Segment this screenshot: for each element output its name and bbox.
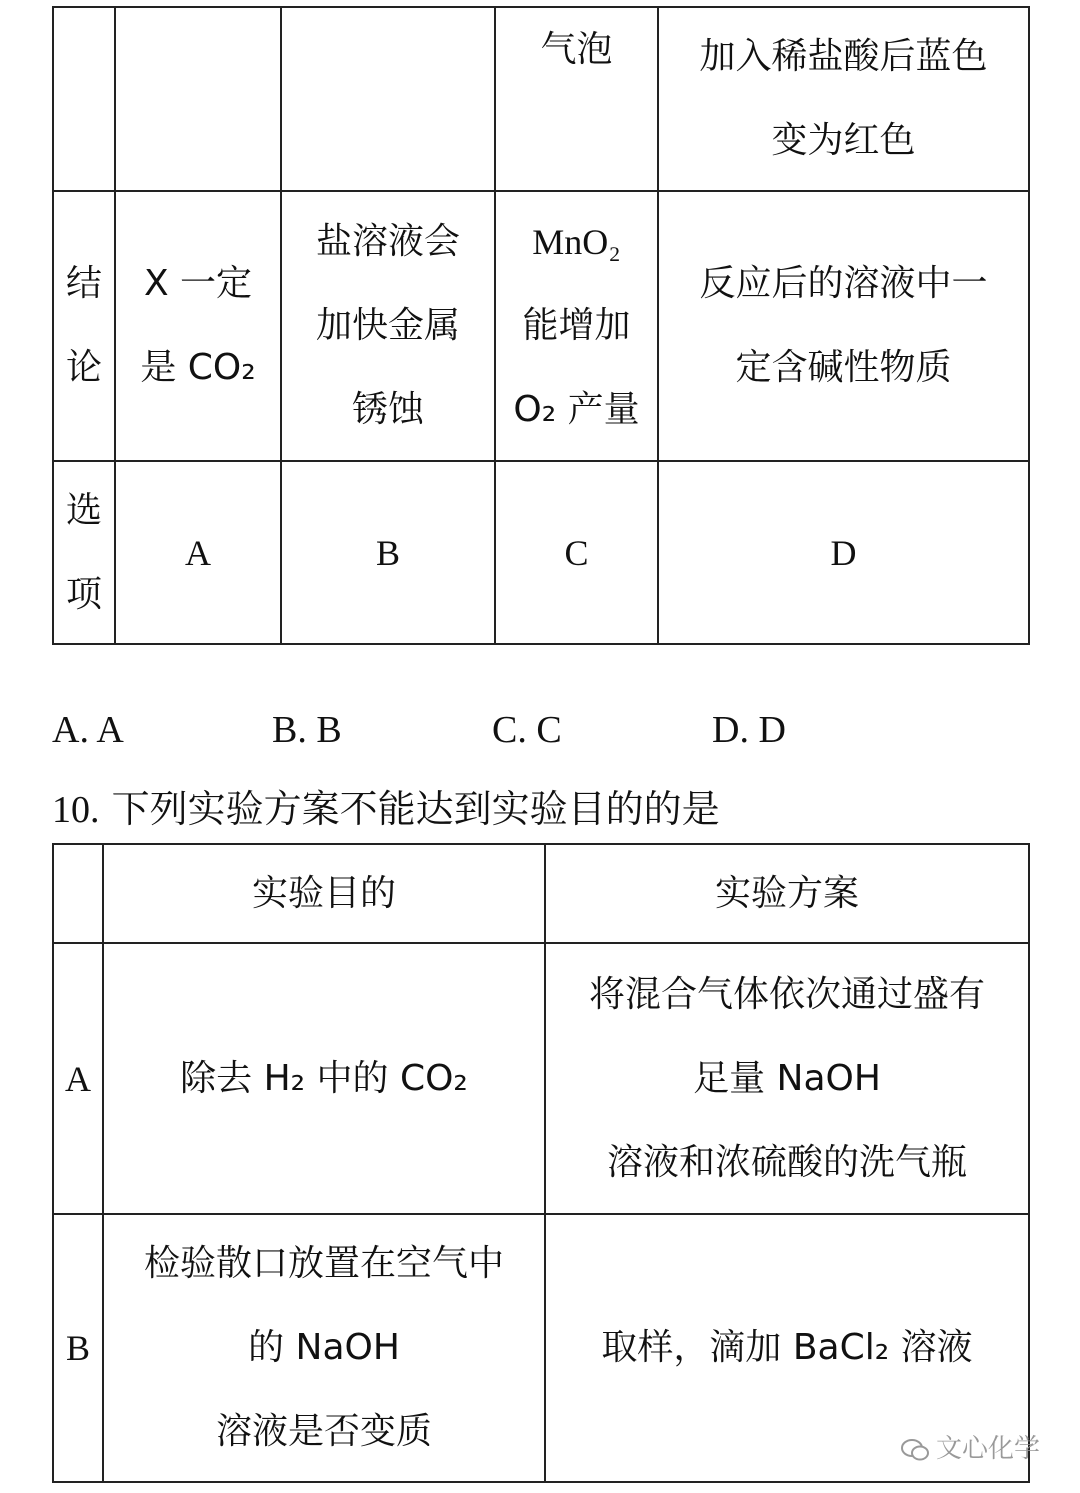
cell-text: 反应后的溶液中一 [699,263,988,304]
question-number: 10. [52,789,100,831]
choice-c[interactable]: C. C [492,709,562,751]
table1-option-a: A [115,461,281,644]
table1-row-option [53,461,1029,644]
cell-text: 锈蚀 [351,389,424,430]
table1-conclusion-d [658,191,1029,461]
cell-text: 取样，滴加 BaCl₂ 溶液 [601,1327,973,1368]
choice-d[interactable]: D. D [712,709,786,751]
watermark [900,1428,1040,1465]
table1-option-b: B [281,461,495,644]
table1-row-conclusion [53,191,1029,461]
cell-text: 溶液和浓硫酸的洗气瓶 [606,1141,967,1183]
cell-text: 加入稀盐酸后蓝色 [699,36,988,77]
table2-header-plan: 实验方案 [545,844,1029,943]
wechat-icon [900,1438,930,1462]
table2-purpose-b [103,1214,545,1482]
cell-text: X 一定 [143,263,253,304]
table2-row-b [53,1214,1029,1482]
table2-header-purpose: 实验目的 [103,844,545,943]
table1-conclusion-b [281,191,495,461]
answer-choices [52,708,1028,756]
question-text: 下列实验方案不能达到实验目的的是 [111,787,720,831]
table1-cell-empty [53,7,115,191]
table1-option-d: D [658,461,1029,644]
cell-text: 气泡 [540,29,613,70]
table2-purpose-a [103,943,545,1214]
experiment-table-1 [52,6,1030,645]
choice-a[interactable]: A. A [52,709,124,751]
cell-text: 能增加 [522,305,631,346]
cell-text: 的 NaOH [248,1327,400,1368]
table2-header-row [53,844,1029,943]
cell-text: 足量 NaOH [693,1057,881,1099]
table1-label-option [53,461,115,644]
table1-conclusion-c [495,191,658,461]
cell-text: 盐溶液会 [315,221,460,262]
cell-text: 溶液是否变质 [215,1411,432,1452]
table2-option-a: A [53,943,103,1214]
cell-text: 定含碱性物质 [735,347,952,388]
experiment-table-2 [52,843,1030,1483]
table1-cell-c3 [495,7,658,191]
cell-text: 将混合气体依次通过盛有 [588,973,985,1015]
cell-text: 加快金属 [315,305,460,346]
cell-text: O₂ 产量 [513,389,640,430]
cell-text: 是 CO₂ [140,347,256,388]
cell-text: 检验散口放置在空气中 [143,1243,504,1284]
table1-row-observation [53,7,1029,191]
choice-b[interactable]: B. B [272,709,342,751]
row-label-char: 项 [65,573,102,615]
table2-plan-a [545,943,1029,1214]
cell-text: 变为红色 [771,120,916,161]
cell-text: 除去 H₂ 中的 CO₂ [180,1057,468,1099]
table1-option-c: C [495,461,658,644]
table1-cell-d-observation [658,7,1029,191]
table1-conclusion-a [115,191,281,461]
table2-row-a [53,943,1029,1214]
watermark-text: 文心化学 [936,1434,1041,1464]
row-label-char: 选 [65,489,102,531]
row-label-char: 结 [65,263,102,304]
table2-option-b: B [53,1214,103,1482]
question-10 [52,778,720,833]
table1-label-conclusion [53,191,115,461]
table1-cell-empty [281,7,495,191]
table2-header-empty [53,844,103,943]
row-label-char: 论 [65,347,102,388]
cell-text: MnO₂ [532,222,621,262]
table1-cell-empty [115,7,281,191]
